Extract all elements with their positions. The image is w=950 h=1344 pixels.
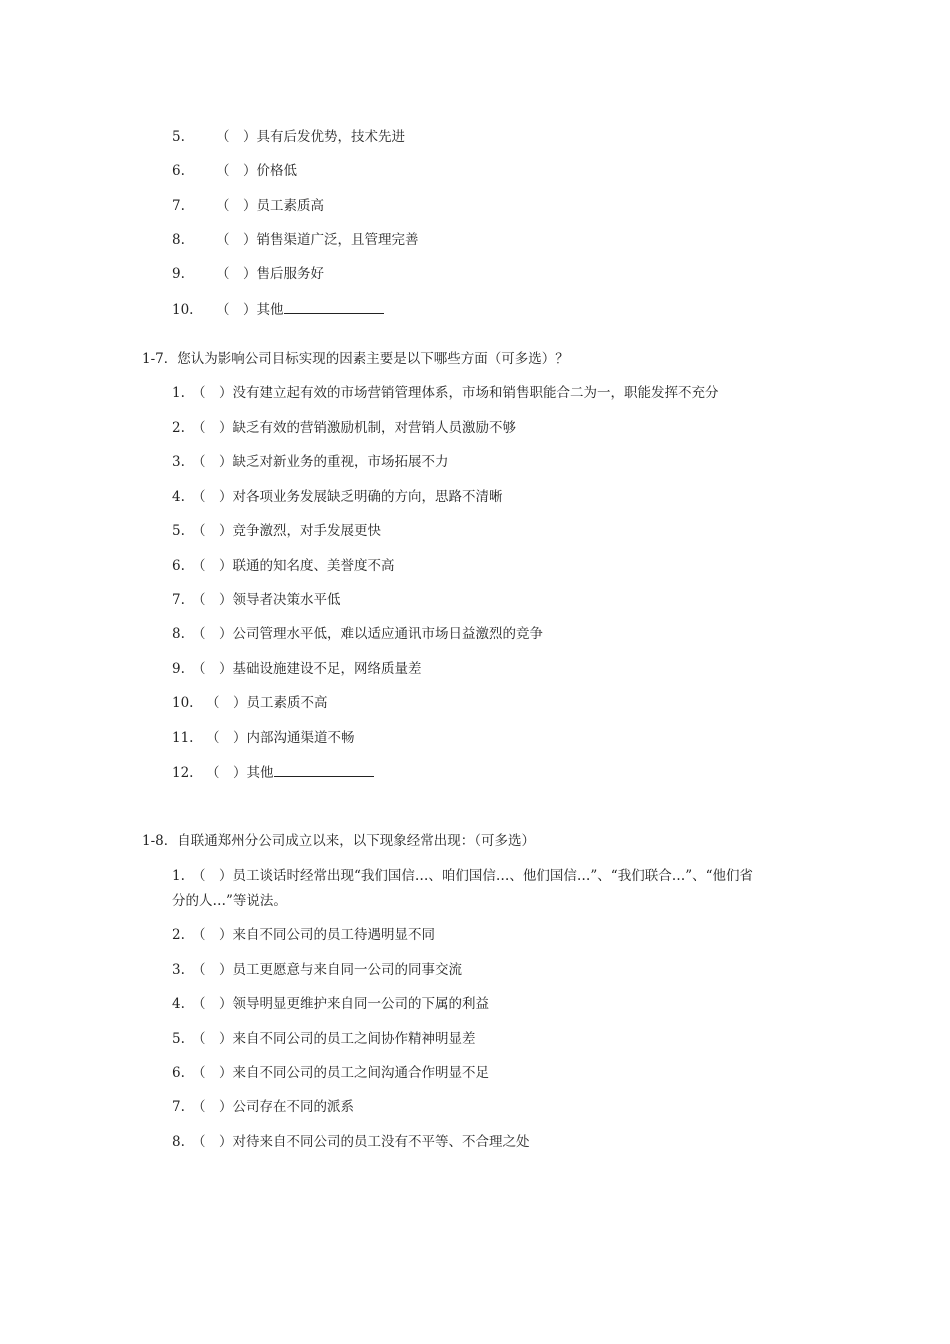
checkbox-parens[interactable]: （ ） xyxy=(216,232,257,248)
item-text: 具有后发优势，技术先进 xyxy=(256,129,405,145)
item-number: 7. xyxy=(172,592,185,608)
list-item xyxy=(172,1097,354,1117)
list-item xyxy=(172,127,405,147)
item-number: 10. xyxy=(172,695,194,711)
item-text: 售后服务好 xyxy=(256,266,324,282)
list-item xyxy=(172,624,543,644)
list-item xyxy=(172,383,719,403)
item-number: 1. xyxy=(172,868,185,884)
item-text: 员工素质高 xyxy=(256,198,324,214)
item-number: 6. xyxy=(172,163,185,179)
item-text: 基础设施建设不足，网络质量差 xyxy=(232,661,422,677)
list-item xyxy=(172,925,435,945)
item-text: 联通的知名度、美誉度不高 xyxy=(232,558,395,574)
list-item xyxy=(172,728,355,748)
list-item xyxy=(172,264,324,284)
checkbox-parens[interactable]: （ ） xyxy=(192,626,233,642)
item-text: 公司管理水平低，难以适应通讯市场日益激烈的竞争 xyxy=(232,626,543,642)
item-number: 3. xyxy=(172,454,185,470)
checkbox-parens[interactable]: （ ） xyxy=(192,385,233,401)
list-item xyxy=(172,161,297,181)
item-number: 4. xyxy=(172,996,185,1012)
item-number: 9. xyxy=(172,266,185,282)
list-item xyxy=(172,418,516,438)
list-item xyxy=(172,196,324,216)
checkbox-parens[interactable]: （ ） xyxy=(216,129,257,145)
item-number: 12. xyxy=(172,765,194,781)
list-item xyxy=(172,556,395,576)
item-text: 员工更愿意与来自同一公司的同事交流 xyxy=(232,962,462,978)
item-number: 2. xyxy=(172,420,185,436)
checkbox-parens[interactable]: （ ） xyxy=(192,489,233,505)
list-item xyxy=(172,693,328,713)
checkbox-parens[interactable]: （ ） xyxy=(192,661,233,677)
item-text: 来自不同公司的员工之间协作精神明显差 xyxy=(232,1031,476,1047)
list-item xyxy=(172,487,503,507)
item-number: 4. xyxy=(172,489,185,505)
checkbox-parens[interactable]: （ ） xyxy=(192,1065,233,1081)
checkbox-parens[interactable]: （ ） xyxy=(192,420,233,436)
item-text: 对各项业务发展缺乏明确的方向，思路不清晰 xyxy=(232,489,503,505)
item-text: 对待来自不同公司的员工没有不平等、不合理之处 xyxy=(232,1134,530,1150)
fill-in-blank[interactable] xyxy=(274,762,374,777)
item-number: 7. xyxy=(172,198,185,214)
item-text: 竞争激烈，对手发展更快 xyxy=(232,523,381,539)
item-number: 3. xyxy=(172,962,185,978)
item-number: 8. xyxy=(172,1134,185,1150)
checkbox-parens[interactable]: （ ） xyxy=(216,302,257,318)
question-title: 1-7．您认为影响公司目标实现的因素主要是以下哪些方面（可多选）？ xyxy=(142,351,569,367)
item-number: 2. xyxy=(172,927,185,943)
fill-in-blank[interactable] xyxy=(284,299,384,314)
item-text: 缺乏对新业务的重视，市场拓展不力 xyxy=(232,454,449,470)
item-number: 6. xyxy=(172,1065,185,1081)
item-text: 价格低 xyxy=(256,163,297,179)
list-item xyxy=(172,299,384,320)
item-text: 员工素质不高 xyxy=(246,695,328,711)
item-number: 5. xyxy=(172,1031,185,1047)
checkbox-parens[interactable]: （ ） xyxy=(206,730,247,746)
item-text: 来自不同公司的员工待遇明显不同 xyxy=(232,927,435,943)
item-text: 没有建立起有效的市场营销管理体系，市场和销售职能合二为一，职能发挥不充分 xyxy=(232,385,719,401)
item-text: 销售渠道广泛，且管理完善 xyxy=(256,232,419,248)
checkbox-parens[interactable]: （ ） xyxy=(192,454,233,470)
item-text: 公司存在不同的派系 xyxy=(232,1099,354,1115)
checkbox-parens[interactable]: （ ） xyxy=(192,558,233,574)
list-item xyxy=(172,1132,530,1152)
item-text-continuation: 分的人…”等说法。 xyxy=(172,893,287,909)
item-text: 缺乏有效的营销激励机制，对营销人员激励不够 xyxy=(232,420,516,436)
list-item xyxy=(172,452,449,472)
item-text: 其他 xyxy=(256,302,284,318)
list-item xyxy=(172,1029,476,1049)
checkbox-parens[interactable]: （ ） xyxy=(216,163,257,179)
checkbox-parens[interactable]: （ ） xyxy=(206,695,247,711)
checkbox-parens[interactable]: （ ） xyxy=(192,962,233,978)
item-text: 其他 xyxy=(246,765,274,781)
item-number: 8. xyxy=(172,232,185,248)
item-text: 领导者决策水平低 xyxy=(232,592,341,608)
item-number: 11. xyxy=(172,730,194,746)
checkbox-parens[interactable]: （ ） xyxy=(192,996,233,1012)
checkbox-parens[interactable]: （ ） xyxy=(216,266,257,282)
item-number: 9. xyxy=(172,661,185,677)
item-number: 10. xyxy=(172,302,194,318)
list-item xyxy=(172,866,753,886)
list-item xyxy=(172,659,422,679)
list-item xyxy=(172,521,381,541)
list-item xyxy=(172,1063,489,1083)
list-item xyxy=(172,590,341,610)
checkbox-parens[interactable]: （ ） xyxy=(192,1031,233,1047)
item-number: 1. xyxy=(172,385,185,401)
item-number: 5. xyxy=(172,523,185,539)
checkbox-parens[interactable]: （ ） xyxy=(206,765,247,781)
item-text: 来自不同公司的员工之间沟通合作明显不足 xyxy=(232,1065,489,1081)
item-text: 员工谈话时经常出现“我们国信…、咱们国信…、他们国信…”、“我们联合…”、“他们省 xyxy=(232,868,754,884)
question-title: 1-8．自联通郑州分公司成立以来，以下现象经常出现：（可多选） xyxy=(142,833,535,849)
checkbox-parens[interactable]: （ ） xyxy=(216,198,257,214)
checkbox-parens[interactable]: （ ） xyxy=(192,1134,233,1150)
list-item xyxy=(172,230,419,250)
checkbox-parens[interactable]: （ ） xyxy=(192,868,233,884)
checkbox-parens[interactable]: （ ） xyxy=(192,592,233,608)
checkbox-parens[interactable]: （ ） xyxy=(192,1099,233,1115)
item-number: 5. xyxy=(172,129,185,145)
item-number: 6. xyxy=(172,558,185,574)
item-text: 领导明显更维护来自同一公司的下属的利益 xyxy=(232,996,489,1012)
item-number: 7. xyxy=(172,1099,185,1115)
list-item xyxy=(172,762,374,783)
checkbox-parens[interactable]: （ ） xyxy=(192,927,233,943)
checkbox-parens[interactable]: （ ） xyxy=(192,523,233,539)
item-number: 8. xyxy=(172,626,185,642)
list-item xyxy=(172,960,462,980)
list-item xyxy=(172,994,489,1014)
item-text: 内部沟通渠道不畅 xyxy=(246,730,355,746)
